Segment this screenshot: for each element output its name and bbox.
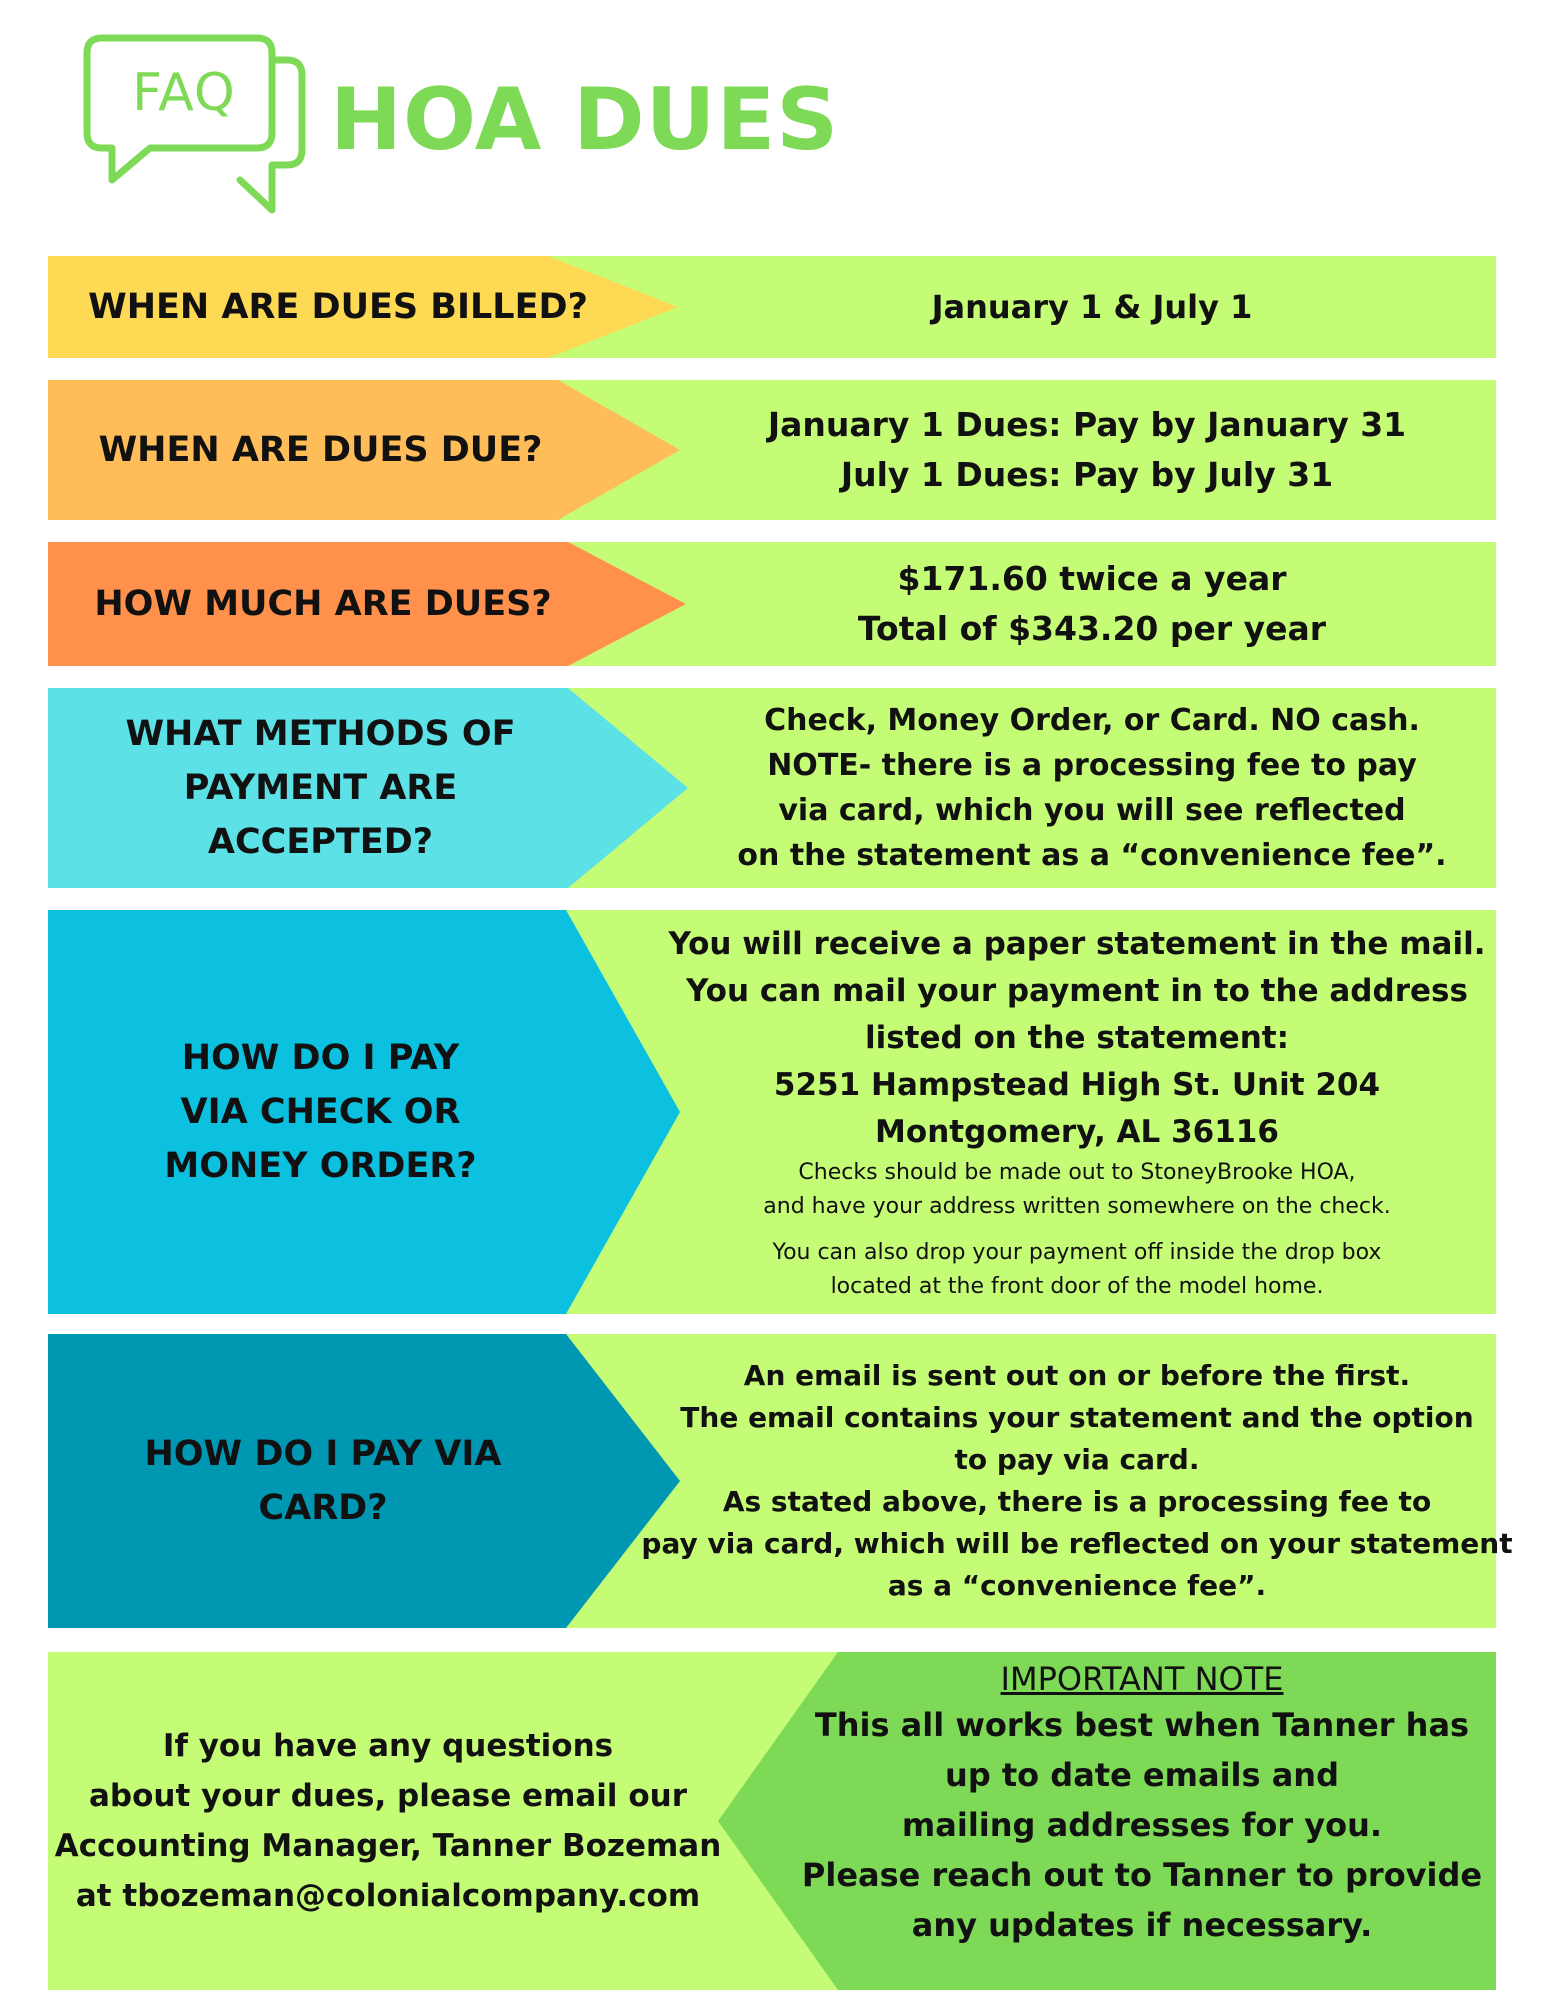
faq-badge-text: FAQ	[132, 63, 236, 123]
answer-line: January 1 Dues: Pay by January 31	[767, 405, 1407, 444]
answer-text	[688, 542, 1496, 666]
question-label: WHEN ARE DUES BILLED?	[88, 287, 588, 327]
note-line: This all works best when Tanner has	[814, 1706, 1470, 1744]
answer-line: As stated above, there is a processing fee to	[722, 1485, 1432, 1518]
answer-line: An email is sent out on or before the first.	[743, 1359, 1411, 1392]
contact-line: about your dues, please email our	[88, 1778, 688, 1814]
note-line: Please reach out to Tanner to provide	[801, 1856, 1483, 1894]
note-heading: IMPORTANT NOTE	[1000, 1660, 1284, 1698]
answer-text	[641, 1334, 1513, 1628]
answer-line: $171.60 twice a year	[897, 559, 1287, 598]
answer-line: Check, Money Order, or Card. NO cash.	[764, 703, 1420, 738]
question-label	[48, 910, 593, 1314]
contact-line: Accounting Manager, Tanner Bozeman	[54, 1828, 722, 1864]
answer-line: as a “convenience fee”.	[887, 1569, 1267, 1602]
question-label	[48, 688, 593, 888]
question-line: PAYMENT ARE	[183, 768, 458, 808]
answer-line: NOTE- there is a processing fee to pay	[767, 748, 1417, 783]
answer-line: You can mail your payment in to the address	[686, 972, 1468, 1009]
note-line: up to date emails and	[945, 1756, 1339, 1794]
contact-line: If you have any questions	[162, 1728, 614, 1764]
question-line: MONEY ORDER?	[164, 1146, 477, 1186]
faq-row-billed	[48, 256, 1496, 358]
answer-line: listed on the statement:	[864, 1019, 1290, 1056]
answer-line: via card, which you will see reflected	[778, 793, 1406, 828]
answer-line: Montgomery, AL 36116	[875, 1113, 1279, 1150]
answer-line: July 1 Dues: Pay by July 31	[840, 455, 1334, 494]
faq-row-check	[48, 910, 1496, 1314]
contact-email: at tbozeman@colonialcompany.com	[75, 1878, 701, 1914]
note-line: any updates if necessary.	[911, 1906, 1373, 1944]
answer-line: pay via card, which will be reflected on your statement	[641, 1527, 1513, 1560]
question-line: CARD?	[258, 1488, 388, 1528]
answer-line: Total of $343.20 per year	[857, 609, 1327, 648]
question-line: HOW DO I PAY	[181, 1038, 460, 1078]
question-line: WHAT METHODS OF	[125, 714, 516, 754]
faq-row-card	[48, 1334, 1513, 1628]
answer-line: on the statement as a “convenience fee”.	[737, 838, 1447, 873]
header	[0, 0, 1545, 250]
question-line: VIA CHECK OR	[180, 1092, 461, 1132]
faq-row-due	[48, 380, 1496, 520]
question-label	[48, 1334, 598, 1628]
answer-text	[688, 688, 1496, 888]
answer-line: 5251 Hampstead High St. Unit 204	[773, 1066, 1381, 1103]
footer-contact	[48, 1652, 1496, 1990]
answer-line: to pay via card.	[954, 1443, 1200, 1476]
note-line: Checks should be made out to StoneyBrooke HOA,	[798, 1159, 1356, 1185]
answer-text	[658, 910, 1496, 1314]
answer-text	[688, 256, 1496, 358]
question-line: HOW DO I PAY VIA	[144, 1434, 502, 1474]
faq-row-amount	[48, 542, 1496, 666]
contact-text	[48, 1652, 728, 1990]
note-line: and have your address written somewhere on the check.	[763, 1193, 1391, 1219]
question-line: ACCEPTED?	[207, 822, 434, 862]
answer-text	[678, 380, 1496, 520]
note-line: You can also drop your payment off inside the drop box	[772, 1239, 1382, 1265]
page-title: HOA DUES	[330, 70, 840, 170]
note-line: mailing addresses for you.	[901, 1806, 1383, 1844]
important-note	[788, 1652, 1496, 1990]
question-label: WHEN ARE DUES DUE?	[98, 430, 543, 470]
faq-row-methods	[48, 688, 1496, 888]
note-line: located at the front door of the model home.	[830, 1273, 1324, 1299]
answer-line: The email contains your statement and the option	[680, 1401, 1474, 1434]
answer-line: You will receive a paper statement in the mail.	[668, 925, 1486, 962]
question-label: HOW MUCH ARE DUES?	[94, 584, 552, 624]
answer-line: January 1 & July 1	[931, 288, 1253, 326]
